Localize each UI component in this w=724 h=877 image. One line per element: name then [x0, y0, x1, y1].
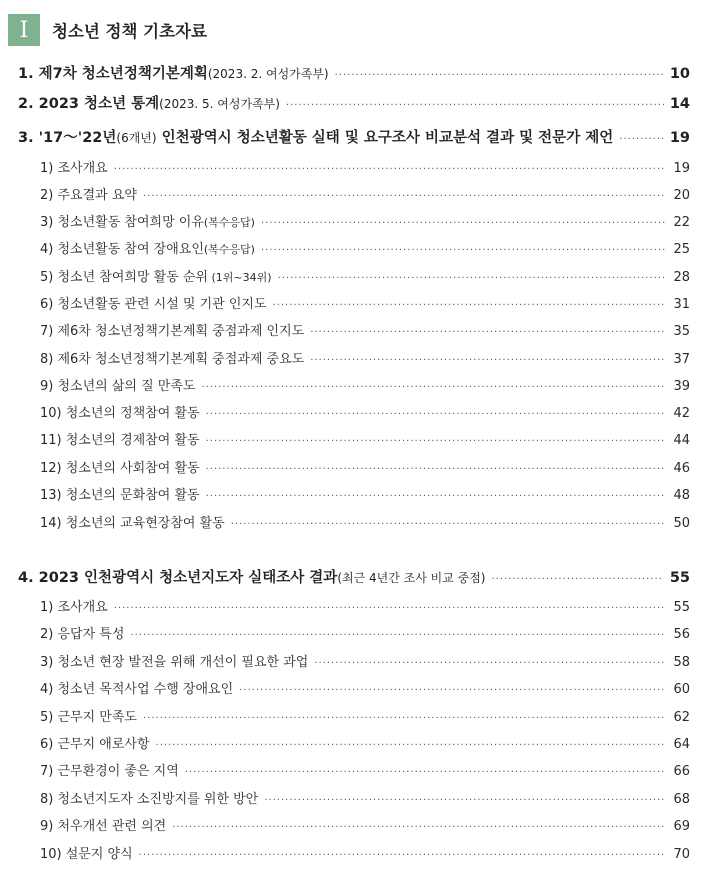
toc-entry-title: 12) 청소년의 사회참여 활동 — [40, 461, 200, 476]
toc-sub-entry[interactable] — [40, 320, 690, 339]
dot-leader — [206, 409, 666, 420]
toc-entry-title: 2) 주요결과 요약 — [40, 188, 137, 203]
toc-entry-title: 3. '17～'22년 — [18, 130, 117, 146]
toc-page-number: 22 — [673, 215, 690, 230]
toc-sub-entry[interactable] — [40, 402, 690, 421]
dot-leader — [261, 218, 666, 229]
toc-sub-entry[interactable] — [40, 815, 690, 834]
toc-page-number: 66 — [673, 764, 690, 779]
toc-entry-label — [40, 706, 137, 725]
toc-sub-entry[interactable] — [40, 651, 690, 670]
toc-sub-entry[interactable] — [40, 266, 690, 285]
toc-entry-label — [40, 348, 304, 367]
dot-leader — [156, 740, 666, 751]
toc-entry-label — [40, 596, 108, 615]
toc-page-number: 58 — [673, 655, 690, 670]
toc-entry-title: 4. 2023 인천광역시 청소년지도자 실태조사 결과 — [18, 570, 338, 586]
toc-entry-label — [40, 733, 150, 752]
toc-entry-label — [40, 293, 267, 312]
toc-entry-label — [40, 211, 255, 230]
toc-page-number: 50 — [673, 516, 690, 531]
toc-page-number: 42 — [673, 406, 690, 421]
dot-leader — [143, 191, 666, 202]
dot-leader — [310, 355, 666, 366]
toc-entry-title: 13) 청소년의 문화참여 활동 — [40, 488, 200, 503]
toc-page-number: 14 — [669, 96, 690, 112]
section-header — [8, 14, 207, 46]
toc-entry-title: 6) 근무지 애로사항 — [40, 737, 150, 752]
toc-entry-label — [18, 126, 613, 147]
toc-page-number: 44 — [673, 433, 690, 448]
toc-sub-entry[interactable] — [40, 733, 690, 752]
dot-leader — [114, 164, 666, 175]
toc-page-number: 28 — [673, 270, 690, 285]
toc-page-number: 10 — [669, 66, 690, 82]
toc-page-number: 39 — [673, 379, 690, 394]
toc-entry-label — [40, 760, 179, 779]
dot-leader — [206, 436, 666, 447]
toc-entry-title: 1) 조사개요 — [40, 161, 108, 176]
toc-entry-label — [40, 184, 137, 203]
toc-page-number: 46 — [673, 461, 690, 476]
toc-page-number: 20 — [673, 188, 690, 203]
toc-page-number: 25 — [673, 242, 690, 257]
toc-sub-entry[interactable] — [40, 484, 690, 503]
toc-entry-title: 14) 청소년의 교육현장참여 활동 — [40, 516, 225, 531]
toc-entry-label — [40, 815, 166, 834]
dot-leader — [239, 685, 666, 696]
toc-entry-label — [40, 429, 200, 448]
toc-entry-note: (2023. 2. 여성가족부) — [207, 67, 329, 81]
toc-page-number: 37 — [673, 352, 690, 367]
dot-leader — [310, 327, 666, 338]
toc-page-number: 55 — [669, 570, 690, 586]
toc-page-number: 31 — [673, 297, 690, 312]
toc-entry-note: (복수응답) — [203, 216, 255, 229]
dot-leader — [143, 713, 666, 724]
toc-entry-title: 4) 청소년 목적사업 수행 장애요인 — [40, 682, 234, 697]
toc-page-number: 35 — [673, 324, 690, 339]
dot-leader — [261, 245, 666, 256]
toc-entry-label — [40, 512, 225, 531]
toc-entry-title: 2. 2023 청소년 통계 — [18, 96, 160, 112]
toc-entry-title: 4) 청소년활동 참여 장애요인 — [40, 242, 204, 257]
section-title: 청소년 정책 기초자료 — [52, 22, 207, 41]
toc-main-entry[interactable] — [18, 62, 690, 83]
toc-entry-note: (2023. 5. 여성가족부) — [159, 97, 280, 111]
dot-leader — [278, 273, 666, 284]
toc-page-number: 68 — [673, 792, 690, 807]
toc-sub-entry[interactable] — [40, 457, 690, 476]
toc-entry-label — [40, 843, 133, 862]
toc-entry-title: 7) 제6차 청소년정책기본계획 중점과제 인지도 — [40, 324, 305, 339]
dot-leader — [206, 464, 666, 475]
toc-entry-title: 1) 조사개요 — [40, 600, 108, 615]
toc-entry-title: 2) 응답자 특성 — [40, 627, 125, 642]
toc-main-entry[interactable] — [18, 92, 690, 113]
dot-leader — [231, 519, 666, 530]
toc-page-number: 60 — [673, 682, 690, 697]
dot-leader — [139, 850, 666, 861]
toc-sub-entry[interactable] — [40, 843, 690, 862]
dot-leader — [114, 603, 666, 614]
toc-entry-label — [40, 157, 108, 176]
toc-sub-entry[interactable] — [40, 760, 690, 779]
toc-sub-entry[interactable] — [40, 348, 690, 367]
toc-entry-title: 10) 설문지 양식 — [40, 847, 133, 862]
toc-entry-label — [40, 238, 255, 257]
toc-entry-label — [40, 651, 308, 670]
toc-entry-note: (1위~34위) — [208, 271, 272, 284]
toc-entry-title-cont: 인천광역시 청소년활동 실태 및 요구조사 비교분석 결과 및 전문가 제언 — [156, 130, 614, 146]
toc-entry-label — [40, 402, 200, 421]
toc-entry-label — [18, 62, 329, 83]
toc-sub-entry[interactable] — [40, 211, 690, 230]
toc-entry-title: 7) 근무환경이 좋은 지역 — [40, 764, 179, 779]
toc-page-number: 70 — [673, 847, 690, 862]
dot-leader — [286, 100, 664, 111]
toc-entry-note: (6개년) — [116, 131, 157, 145]
toc-entry-label — [18, 92, 280, 113]
dot-leader — [335, 70, 664, 81]
dot-leader — [314, 658, 666, 669]
dot-leader — [619, 134, 664, 145]
toc-entry-title: 5) 청소년 참여희망 활동 순위 — [40, 270, 209, 285]
toc-sub-entry[interactable] — [40, 293, 690, 312]
toc-sub-entry[interactable] — [40, 157, 690, 176]
toc-entry-label — [40, 623, 124, 642]
dot-leader — [206, 491, 666, 502]
toc-entry-label — [40, 457, 200, 476]
toc-sub-entry[interactable] — [40, 706, 690, 725]
toc-entry-title: 8) 청소년지도자 소진방지를 위한 방안 — [40, 792, 259, 807]
toc-entry-label — [40, 266, 272, 285]
toc-sub-entry[interactable] — [40, 623, 690, 642]
toc-entry-label — [18, 566, 486, 587]
toc-sub-entry[interactable] — [40, 238, 690, 257]
toc-sub-entry[interactable] — [40, 184, 690, 203]
toc-entry-title: 6) 청소년활동 관련 시설 및 기관 인지도 — [40, 297, 267, 312]
dot-leader — [264, 795, 666, 806]
toc-page-number: 48 — [673, 488, 690, 503]
toc-entry-title: 1. 제7차 청소년정책기본계획 — [18, 66, 208, 82]
toc-main-entry[interactable] — [18, 566, 690, 587]
toc-entry-note: (복수응답) — [203, 243, 255, 256]
toc-entry-label — [40, 375, 195, 394]
toc-entry-title: 5) 근무지 만족도 — [40, 710, 137, 725]
dot-leader — [172, 822, 666, 833]
toc-sub-entry[interactable] — [40, 512, 690, 531]
toc-page-number: 56 — [673, 627, 690, 642]
toc-sub-entry[interactable] — [40, 788, 690, 807]
section-numeral-badge: I — [8, 14, 40, 46]
toc-page-number: 62 — [673, 710, 690, 725]
toc-entry-title: 3) 청소년 현장 발전을 위해 개선이 필요한 과업 — [40, 655, 309, 670]
toc-entry-title: 11) 청소년의 경제참여 활동 — [40, 433, 200, 448]
toc-main-entry[interactable] — [18, 126, 690, 147]
toc-page-number: 55 — [673, 600, 690, 615]
dot-leader — [185, 767, 666, 778]
dot-leader — [130, 630, 666, 641]
toc-entry-label — [40, 788, 258, 807]
dot-leader — [201, 382, 666, 393]
toc-entry-label — [40, 678, 233, 697]
dot-leader — [492, 574, 664, 585]
toc-entry-title: 8) 제6차 청소년정책기본계획 중점과제 중요도 — [40, 352, 305, 367]
toc-entry-note: (최근 4년간 조사 비교 중점) — [337, 571, 486, 585]
dot-leader — [273, 300, 666, 311]
toc-page-number: 64 — [673, 737, 690, 752]
toc-entry-title: 10) 청소년의 정책참여 활동 — [40, 406, 200, 421]
toc-entry-label — [40, 320, 304, 339]
toc-sub-entry[interactable] — [40, 596, 690, 615]
toc-sub-entry[interactable] — [40, 678, 690, 697]
toc-page-number: 69 — [673, 819, 690, 834]
toc-sub-entry[interactable] — [40, 375, 690, 394]
toc-entry-title: 3) 청소년활동 참여희망 이유 — [40, 215, 204, 230]
toc-sub-entry[interactable] — [40, 429, 690, 448]
toc-entry-title: 9) 청소년의 삶의 질 만족도 — [40, 379, 196, 394]
toc-entry-label — [40, 484, 200, 503]
toc-page-number: 19 — [669, 130, 690, 146]
toc-page-number: 19 — [673, 161, 690, 176]
toc-entry-title: 9) 처우개선 관련 의견 — [40, 819, 167, 834]
